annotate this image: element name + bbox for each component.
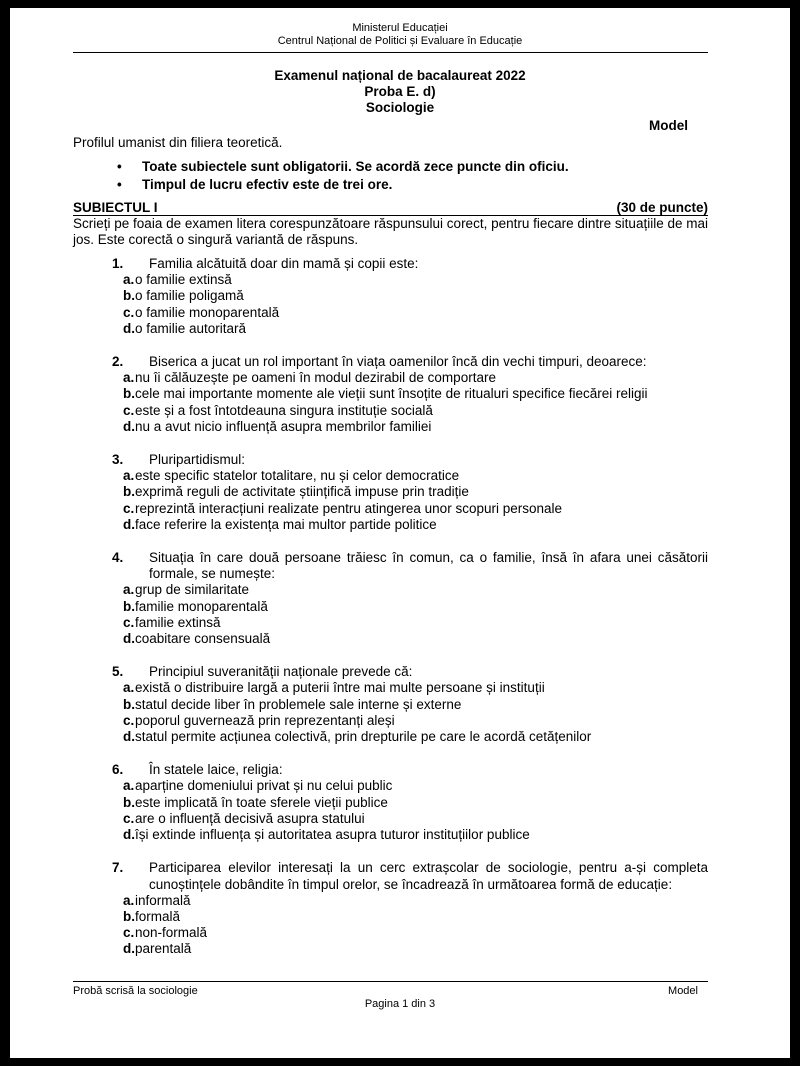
option-text: este și a fost întotdeauna singura instituție socială bbox=[135, 402, 433, 418]
option-text: reprezintă interacțiuni realizate pentru atingerea unor scopuri personale bbox=[135, 500, 563, 516]
subject-heading bbox=[73, 200, 708, 216]
answer-option bbox=[73, 893, 708, 909]
option-letter: c. bbox=[123, 304, 135, 320]
question-number: 1. bbox=[112, 256, 124, 271]
answer-option bbox=[73, 582, 708, 598]
option-text: grup de similaritate bbox=[135, 582, 250, 598]
answer-option bbox=[73, 501, 708, 517]
exam-title-line3: Sociologie bbox=[365, 100, 435, 115]
question-number: 5. bbox=[112, 664, 124, 680]
option-letter: b. bbox=[123, 696, 135, 712]
instructions: Scrieți pe foaia de examen litera corespunzătoare răspunsului corect, pentru fiecare dintre situațiile de mai jos. Este corectă o singură variantă de răspuns. bbox=[73, 216, 708, 247]
exam-title-line1: Examenul național de bacalaureat 2022 bbox=[274, 68, 526, 83]
answer-option bbox=[73, 599, 708, 615]
option-text: familie monoparentală bbox=[135, 598, 268, 614]
answer-option bbox=[73, 778, 708, 794]
profile-text: Profilul umanist din filiera teoretică. bbox=[73, 135, 283, 150]
question-3 bbox=[73, 452, 708, 533]
option-text: cele mai importante momente ale vieții sunt însoțite de ritualuri specifice fiecărei religii bbox=[135, 386, 648, 402]
question-number: 3. bbox=[112, 452, 124, 468]
option-text: familie extinsă bbox=[135, 614, 221, 630]
option-letter: c. bbox=[123, 500, 135, 516]
answer-option bbox=[73, 795, 708, 811]
option-letter: d. bbox=[123, 827, 135, 843]
question-text: Pluripartidismul: bbox=[149, 452, 246, 468]
answer-option bbox=[73, 468, 708, 484]
option-letter: a. bbox=[123, 370, 135, 386]
option-letter: a. bbox=[123, 680, 135, 696]
option-text: este specific statelor totalitare, nu și celor democratice bbox=[135, 468, 460, 484]
exam-title-line2: Proba E. d) bbox=[364, 84, 436, 99]
header-divider bbox=[73, 52, 708, 53]
answer-option bbox=[73, 615, 708, 631]
exam-rules bbox=[117, 158, 569, 194]
document-page bbox=[10, 8, 790, 1058]
answer-option bbox=[73, 909, 708, 925]
option-letter: a. bbox=[123, 778, 135, 794]
option-text: există o distribuire largă a puterii între mai multe persoane și instituții bbox=[135, 680, 545, 696]
answer-option bbox=[73, 827, 708, 843]
question-list bbox=[73, 256, 708, 975]
question-number: 4. bbox=[112, 550, 124, 566]
option-letter: c. bbox=[123, 925, 135, 941]
page-number: Pagina 1 din 3 bbox=[364, 998, 436, 1010]
question-2 bbox=[73, 354, 708, 435]
exam-title bbox=[10, 68, 790, 116]
option-text: informală bbox=[135, 892, 191, 908]
question-6 bbox=[73, 762, 708, 843]
option-letter: d. bbox=[123, 941, 135, 957]
question-text: În statele laice, religia: bbox=[149, 762, 283, 778]
option-text: face referire la existența mai multor partide politice bbox=[135, 516, 437, 532]
question-text: Familia alcătuită doar din mamă și copii este: bbox=[149, 256, 419, 271]
question-text: Biserica a jucat un rol important în viața oamenilor încă din vechi timpuri, deoarece: bbox=[149, 354, 647, 370]
option-letter: c. bbox=[123, 712, 135, 728]
option-text: are o influență decisivă asupra statului bbox=[135, 810, 365, 826]
question-5 bbox=[73, 664, 708, 745]
option-letter: a. bbox=[123, 892, 135, 908]
option-letter: c. bbox=[123, 402, 135, 418]
page-header bbox=[10, 22, 790, 48]
answer-option bbox=[73, 484, 708, 500]
option-text: poporul guvernează prin reprezentanți aleși bbox=[135, 712, 395, 728]
answer-option bbox=[73, 631, 708, 647]
question-text: Principiul suveranității naționale prevede că: bbox=[149, 664, 413, 680]
header-ministry: Ministerul Educației bbox=[352, 22, 448, 34]
subject-title: SUBIECTUL I bbox=[73, 200, 158, 215]
answer-option bbox=[73, 811, 708, 827]
question-number: 6. bbox=[112, 762, 124, 778]
option-text: parentală bbox=[135, 941, 192, 957]
answer-option bbox=[73, 713, 708, 729]
question-7 bbox=[73, 860, 708, 957]
answer-option bbox=[73, 941, 708, 957]
model-label: Model bbox=[649, 118, 688, 133]
answer-option bbox=[73, 517, 708, 533]
question-stem bbox=[73, 550, 708, 582]
option-letter: a. bbox=[123, 582, 135, 598]
answer-option bbox=[73, 370, 708, 386]
option-text: coabitare consensuală bbox=[135, 631, 271, 647]
footer-model: Model bbox=[668, 985, 698, 997]
header-center: Centrul Național de Politici și Evaluare în Educație bbox=[277, 35, 523, 47]
footer-divider bbox=[73, 981, 708, 982]
option-letter: a. bbox=[123, 272, 135, 288]
question-stem bbox=[73, 664, 708, 680]
option-letter: d. bbox=[123, 418, 135, 434]
option-letter: b. bbox=[123, 288, 135, 304]
subject-points: (30 de puncte) bbox=[616, 200, 708, 215]
question-1 bbox=[73, 256, 708, 337]
option-text: nu îi călăuzește pe oameni în modul dezirabil de comportare bbox=[135, 370, 496, 386]
option-text: nu a avut nicio influență asupra membrilor familiei bbox=[135, 418, 432, 434]
option-text: statul decide liber în problemele sale interne și externe bbox=[135, 696, 462, 712]
question-stem bbox=[73, 452, 708, 468]
option-letter: d. bbox=[123, 516, 135, 532]
option-text: o familie extinsă bbox=[135, 272, 232, 288]
option-letter: b. bbox=[123, 484, 135, 500]
option-text: formală bbox=[135, 908, 181, 924]
question-4 bbox=[73, 550, 708, 647]
question-number: 2. bbox=[112, 354, 124, 370]
option-text: își extinde influența și autoritatea asupra tuturor instituțiilor publice bbox=[135, 827, 530, 843]
answer-option bbox=[73, 419, 708, 435]
answer-option bbox=[73, 305, 708, 321]
option-text: o familie poligamă bbox=[135, 288, 244, 304]
rule-item: • Timpul de lucru efectiv este de trei ore. bbox=[117, 176, 569, 194]
option-letter: a. bbox=[123, 468, 135, 484]
option-letter: c. bbox=[123, 810, 135, 826]
option-text: statul permite acțiunea colectivă, prin drepturile pe care le acordă cetățenilor bbox=[135, 729, 592, 745]
rule-item: • Toate subiectele sunt obligatorii. Se acordă zece puncte din oficiu. bbox=[117, 158, 569, 176]
question-stem bbox=[73, 256, 708, 272]
answer-option bbox=[73, 288, 708, 304]
option-letter: b. bbox=[123, 794, 135, 810]
option-text: o familie monoparentală bbox=[135, 304, 280, 320]
question-stem bbox=[73, 354, 708, 370]
option-text: o familie autoritară bbox=[135, 320, 247, 336]
option-letter: d. bbox=[123, 631, 135, 647]
question-number: 7. bbox=[112, 860, 124, 876]
option-letter: c. bbox=[123, 614, 135, 630]
option-text: non-formală bbox=[135, 925, 208, 941]
answer-option bbox=[73, 729, 708, 745]
option-letter: d. bbox=[123, 320, 135, 336]
answer-option bbox=[73, 321, 708, 337]
footer-subject: Probă scrisă la sociologie bbox=[73, 985, 198, 997]
question-stem bbox=[73, 860, 708, 892]
option-text: este implicată în toate sferele vieții publice bbox=[135, 794, 388, 810]
option-text: aparține domeniului privat și nu celui public bbox=[135, 778, 393, 794]
answer-option bbox=[73, 403, 708, 419]
answer-option bbox=[73, 925, 708, 941]
option-letter: b. bbox=[123, 908, 135, 924]
option-letter: b. bbox=[123, 386, 135, 402]
option-letter: b. bbox=[123, 598, 135, 614]
option-letter: d. bbox=[123, 729, 135, 745]
question-text: Participarea elevilor interesați la un cerc extrașcolar de sociologie, pentru a-și completa cunoștințele dobândite în timpul orelor, se încadrează în următoarea formă de educație: bbox=[149, 860, 708, 892]
answer-option bbox=[73, 386, 708, 402]
question-text: Situația în care două persoane trăiesc în comun, ca o familie, însă în afara unei căsătorii formale, se numește: bbox=[149, 550, 708, 582]
answer-option bbox=[73, 697, 708, 713]
option-text: exprimă reguli de activitate științifică impuse prin tradiție bbox=[135, 484, 469, 500]
answer-option bbox=[73, 272, 708, 288]
answer-option bbox=[73, 680, 708, 696]
question-stem bbox=[73, 762, 708, 778]
